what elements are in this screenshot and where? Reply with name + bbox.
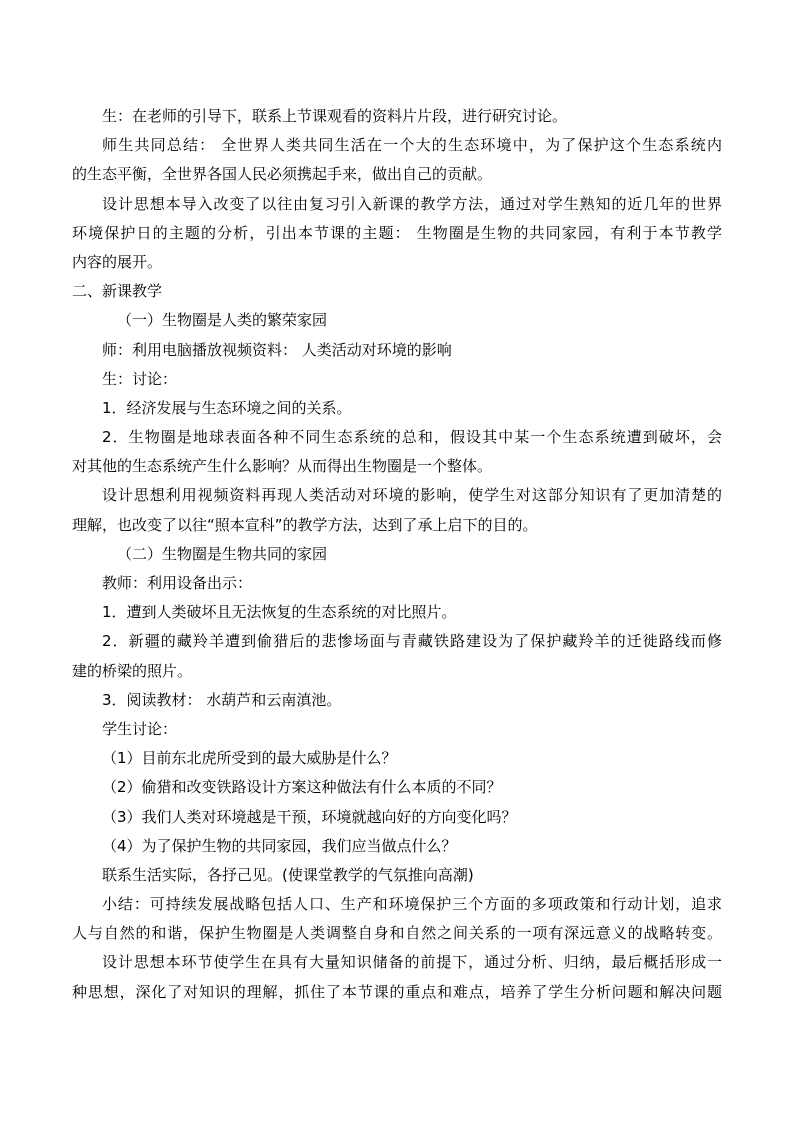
paragraph-line: 教师：利用设备出示： — [102, 574, 253, 592]
paragraph-line: 生：讨论： — [102, 369, 178, 388]
list-item: 1．遭到人类破坏且无法恢复的生态系统的对比照片。 — [102, 603, 457, 622]
list-item: 1．经济发展与生态环境之间的关系。 — [102, 398, 352, 417]
question-item: （2）偷猎和改变铁路设计方案这种做法有什么本质的不同？ — [102, 778, 502, 797]
question-item: （3）我们人类对环境越是干预，环境就越向好的方向变化吗？ — [102, 807, 517, 826]
paragraph-line: 联系生活实际，各抒己见。(使课堂教学的气氛推向高潮) — [102, 865, 474, 884]
question-item: （1）目前东北虎所受到的最大威胁是什么？ — [102, 749, 397, 768]
paragraph-line: 内容的展开。 — [72, 252, 163, 271]
paragraph-line: 小结：可持续发展战略包括人口、生产和环境保护三个方面的多项政策和行动计划，追求 — [102, 895, 722, 914]
document-body — [72, 102, 722, 1007]
paragraph-line: 生：在老师的引导下，联系上节课观看的资料片片段，进行研究讨论。 — [102, 107, 568, 125]
list-item: 2．新疆的藏羚羊遭到偷猎后的悲惨场面与青藏铁路建设为了保护藏羚羊的迁徙路线而修 — [102, 632, 722, 651]
paragraph-line: 环境保护日的主题的分析，引出本节课的主题： 生物圈是生物的共同家园，有利于本节教学 — [72, 223, 722, 242]
list-item: 2．生物圈是地球表面各种不同生态系统的总和，假设其中某一个生态系统遭到破坏，会 — [102, 428, 722, 447]
paragraph-line: 种思想，深化了对知识的理解，抓住了本节课的重点和难点，培养了学生分析问题和解决问题 — [72, 982, 722, 1001]
paragraph-line: 的生态平衡，全世界各国人民必须携起手来，做出自己的贡献。 — [72, 165, 493, 184]
list-item: 3．阅读教材： 水葫芦和云南滇池。 — [102, 690, 342, 709]
subsection-heading: （二）生物圈是生物共同的家园 — [117, 544, 328, 563]
paragraph-line: 理解，也改变了以往“照本宣科”的教学方法，达到了承上启下的目的。 — [72, 515, 538, 534]
subsection-heading: （一）生物圈是人类的繁荣家园 — [117, 311, 328, 330]
paragraph-line: 设计思想本导入改变了以往由复习引入新课的教学方法，通过对学生熟知的近几年的世界 — [102, 194, 722, 213]
paragraph-line: 师生共同总结： 全世界人类共同生活在一个大的生态环境中，为了保护这个生态系统内 — [102, 136, 722, 155]
paragraph-line: 设计思想利用视频资料再现人类活动对环境的影响，使学生对这部分知识有了更加清楚的 — [102, 486, 722, 505]
question-item: （4）为了保护生物的共同家园，我们应当做点什么？ — [102, 836, 457, 855]
list-item: 对其他的生态系统产生什么影响？从而得出生物圈是一个整体。 — [72, 457, 493, 476]
paragraph-line: 学生讨论： — [102, 719, 178, 738]
paragraph-line: 人与自然的和谐，保护生物圈是人类调整自身和自然之间关系的一项有深远意义的战略转变。 — [72, 924, 722, 943]
list-item: 建的桥梁的照片。 — [72, 661, 193, 680]
section-heading: 二、新课教学 — [72, 282, 163, 301]
paragraph-line: 师：利用电脑播放视频资料： 人类活动对环境的影响 — [102, 340, 452, 359]
paragraph-line: 设计思想本环节使学生在具有大量知识储备的前提下，通过分析、归纳，最后概括形成一 — [102, 953, 722, 972]
